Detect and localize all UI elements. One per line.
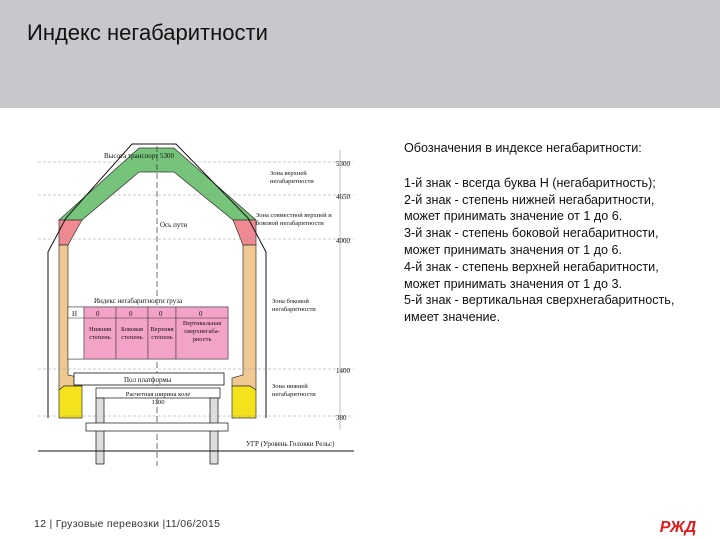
joint-zone-right (233, 220, 256, 245)
height-4650: 4650 (336, 193, 350, 201)
upper-zone-label: Зона верхней негабаритности (270, 170, 314, 185)
rzd-logo-text: РЖД (659, 519, 697, 536)
index-side-label: Боковая степень (121, 326, 143, 341)
lower-zone-right (232, 386, 256, 418)
index-cell-2-text: 0 (96, 310, 100, 318)
axis-label: Ось пути (160, 221, 188, 229)
index-vertical-label: Вертикальная сверхнегаба-рность (182, 320, 222, 343)
axle (86, 423, 228, 431)
slide-title: Индекс негабаритности (27, 20, 268, 45)
legend-item-3: 3-й знак - степень боковой негабаритности, может принимать значения от 1 до 6. (404, 226, 659, 257)
height-380: 380 (336, 414, 347, 422)
legend-item-2: 2-й знак - степень нижней негабаритности, может принимать значение от 1 до 6. (404, 192, 655, 224)
slide-footer: 12 | Грузовые перевозки |11/06/2015 (34, 518, 221, 530)
top-height-label: Высота транспорт 5300 (104, 152, 174, 160)
index-cell-3-text: 0 (129, 310, 133, 318)
index-upper-label: Верхняя степень (150, 326, 174, 341)
index-lower-label: Нижняя степень (88, 326, 112, 341)
side-zone-right (232, 245, 256, 390)
legend-item-4: 4-й знак - степень верхней негабаритности, может принимать значения от 1 до 3. (404, 259, 659, 291)
side-zone-label: Зона боковой негабаритности (272, 298, 316, 313)
dimension-diagram (36, 140, 364, 468)
height-4000: 4000 (336, 237, 350, 245)
rail-label: УГР (Уровень Головки Рельс) (246, 440, 335, 448)
legend-heading: Обозначения в индексе негабаритности: (404, 141, 642, 155)
wheel-width-label: Расчетная ширина коле 1300 (125, 391, 191, 406)
joint-zone-label: Зона совместной верхней и боковой негабаритности (256, 212, 332, 227)
height-5300: 5300 (336, 160, 350, 168)
legend-item-1: 1-й знак - всегда буква Н (негабаритность); (404, 175, 656, 190)
rzd-logo-icon (654, 516, 702, 536)
lower-zone-left (59, 386, 82, 418)
slide-header (0, 0, 720, 108)
index-caption: Индекс негабаритности груза (94, 297, 183, 305)
legend-item-5: 5-й знак - вертикальная сверхнегабаритность, имеет значение. (404, 293, 675, 325)
index-cell-4-text: 0 (159, 310, 163, 318)
index-legend (404, 140, 694, 326)
index-cell-1-text: Н (72, 310, 78, 318)
platform-label: Пол платформы (124, 376, 172, 384)
height-1400: 1400 (336, 367, 350, 375)
lower-zone-label: Зона нижней негабаритности (272, 383, 316, 398)
index-cell-5-text: 0 (199, 310, 203, 318)
